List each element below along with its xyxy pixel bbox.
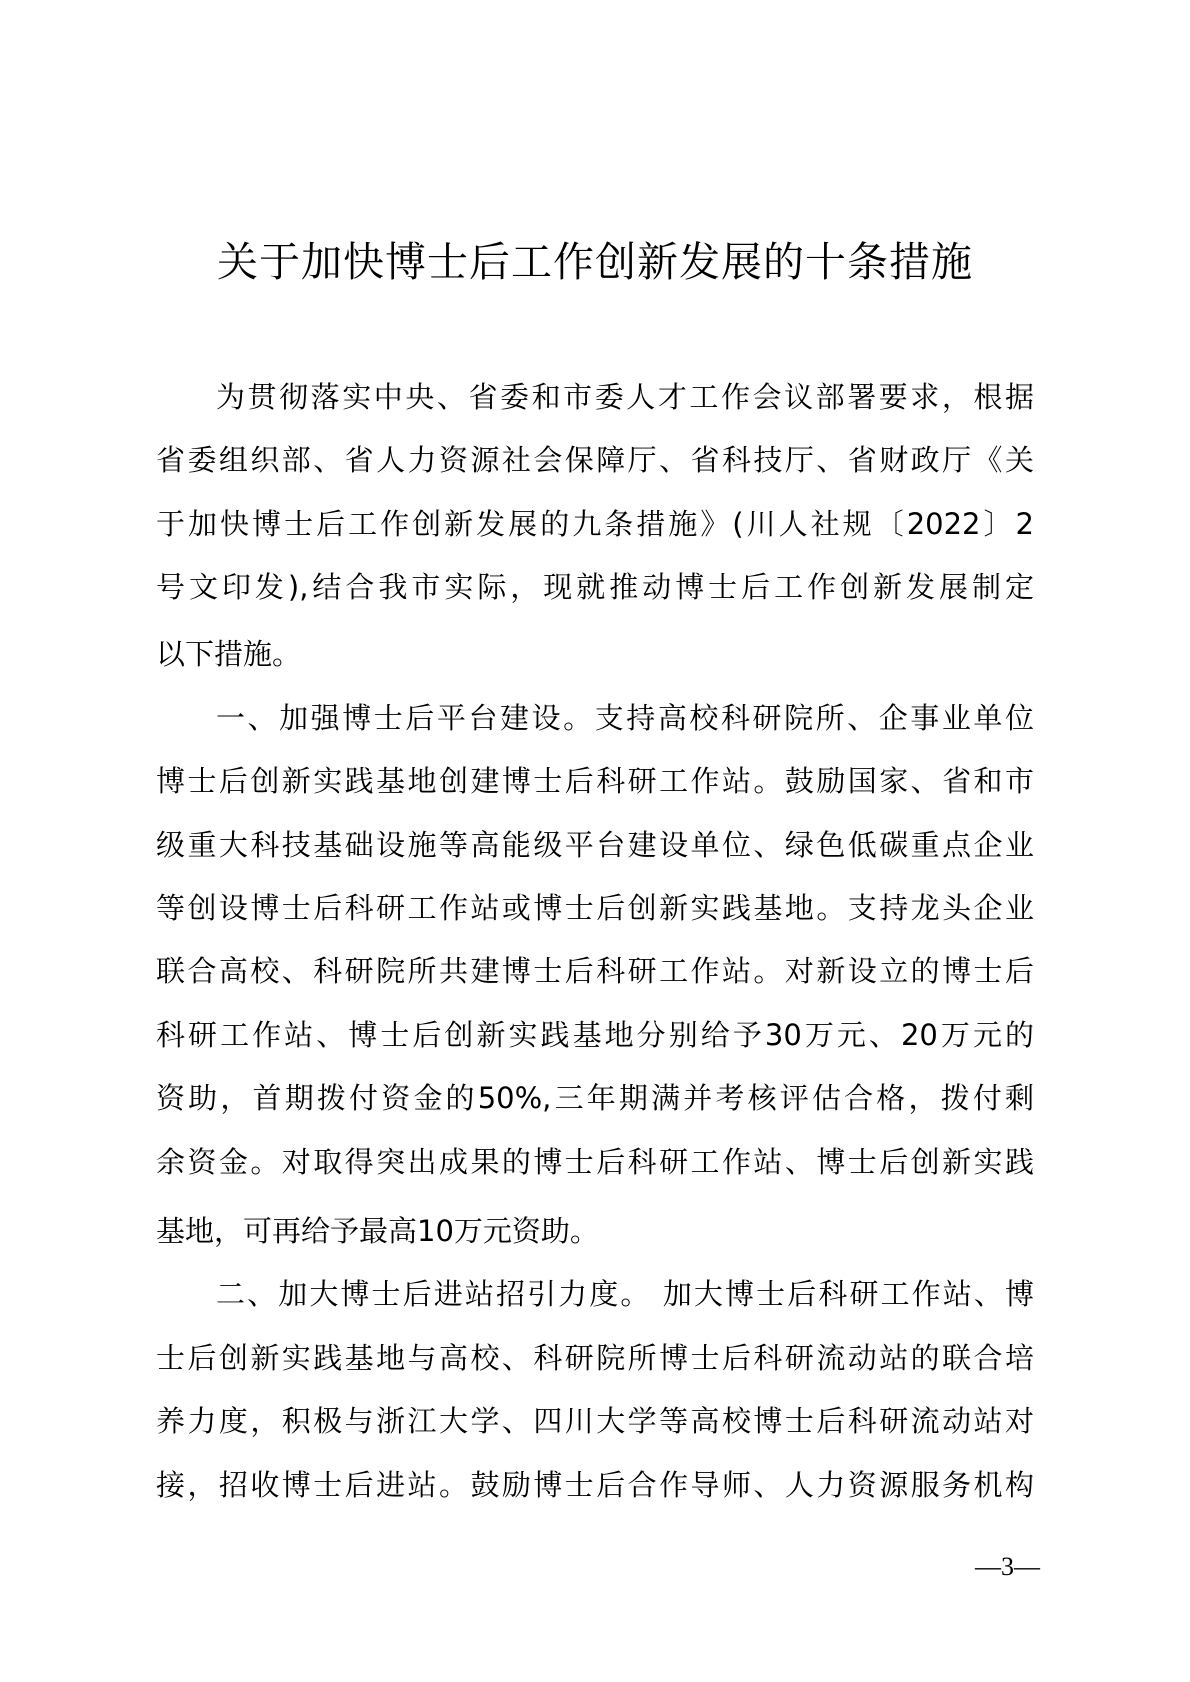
body-line-4: 号文印发),结合我市实际，现就推动博士后工作创新发展制定 (156, 570, 1034, 604)
section-1-line-2: 博士后创新实践基地创建博士后科研工作站。鼓励国家、省和市 (156, 764, 1034, 798)
section-1-line-9: 基地，可再给予最高10万元资助。 (156, 1214, 599, 1248)
section-1-line-1: 一、加强博士后平台建设。支持高校科研院所、企事业单位 (216, 701, 1034, 735)
section-1-line-4: 等创设博士后科研工作站或博士后创新实践基地。支持龙头企业 (156, 891, 1034, 925)
body-line-3: 于加快博士后工作创新发展的九条措施》(川人社规〔2022〕2 (156, 507, 1034, 541)
body-line-1: 为贯彻落实中央、省委和市委人才工作会议部署要求，根据 (216, 380, 1034, 414)
page-number: —3— (975, 1552, 1040, 1581)
section-1-line-7: 资助，首期拨付资金的50%,三年期满并考核评估合格，拨付剩 (156, 1081, 1034, 1115)
section-2-line-4: 接，招收博士后进站。鼓励博士后合作导师、人力资源服务机构 (156, 1468, 1034, 1502)
section-2-line-3: 养力度，积极与浙江大学、四川大学等高校博士后科研流动站对 (156, 1404, 1034, 1438)
section-1-line-3: 级重大科技基础设施等高能级平台建设单位、绿色低碳重点企业 (156, 828, 1034, 862)
section-2-line-2: 士后创新实践基地与高校、科研院所博士后科研流动站的联合培 (156, 1341, 1034, 1375)
body-line-5: 以下措施。 (156, 637, 302, 671)
body-line-2: 省委组织部、省人力资源社会保障厅、省科技厅、省财政厅《关 (156, 443, 1034, 477)
section-1-line-6: 科研工作站、博士后创新实践基地分别给予30万元、20万元的 (156, 1018, 1034, 1052)
section-2-line-1: 二、加大博士后进站招引力度。 加大博士后科研工作站、博 (216, 1277, 1034, 1311)
document-title: 关于加快博士后工作创新发展的十条措施 (217, 238, 973, 286)
section-1-line-5: 联合高校、科研院所共建博士后科研工作站。对新设立的博士后 (156, 954, 1034, 988)
section-1-line-8: 余资金。对取得突出成果的博士后科研工作站、博士后创新实践 (156, 1145, 1034, 1179)
